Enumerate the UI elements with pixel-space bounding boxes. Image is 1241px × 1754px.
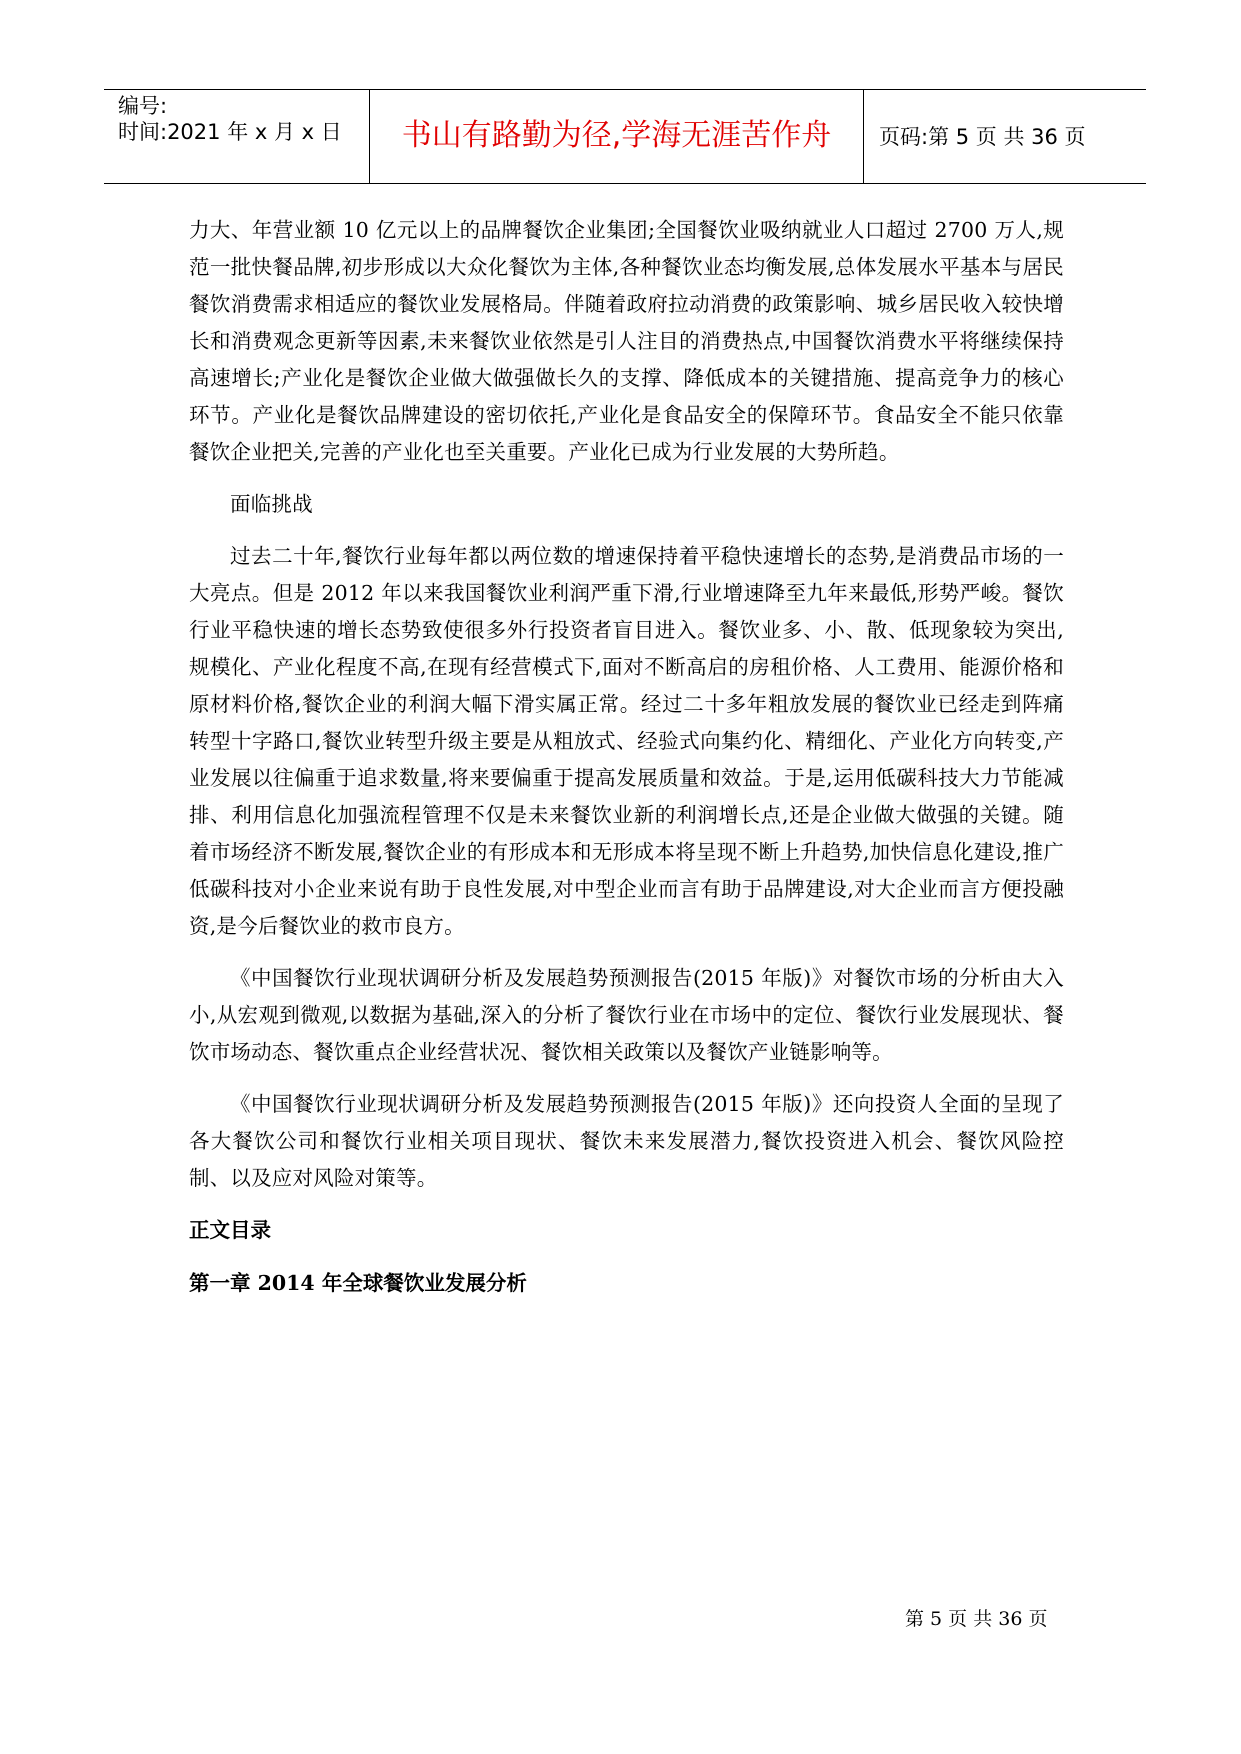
toc-title: 正文目录 — [189, 1218, 271, 1242]
header-motto: 书山有路勤为径,学海无涯苦作舟 — [401, 118, 832, 153]
paragraph-challenges: 过去二十年,餐饮行业每年都以两位数的增速保持着平稳快速增长的态势,是消费品市场的一大亮点。但是 2012 年以来我国餐饮业利润严重下滑,行业增速降至九年来最低,形势严峻。餐饮行业平稳快速的增长态势致使很多外行投资者盲目进入。餐饮业多、小、散、低现象较为突出,规模化、产业化程度不高,在现有经营模式下,面对不断高启的房租价格、人工费用、能源价格和原材料价格,餐饮企业的利润大幅下滑实属正常。经过二十多年粗放发展的餐饮业已经走到阵痛转型十字路口,餐饮业转型升级主要是从粗放式、经验式向集约化、精细化、产业化方向转变,产业发展以往偏重于追求数量,将来要偏重于提高发展质量和效益。于是,运用低碳科技大力节能减排、利用信息化加强流程管理不仅是未来餐饮业新的利润增长点,还是企业做大做强的关键。随着市场经济不断发展,餐饮企业的有形成本和无形成本将呈现不断上升趋势,加快信息化建设,推广低碳科技对小企业来说有助于良性发展,对中型企业而言有助于品牌建设,对大企业而言方便投融资,是今后餐饮业的救市良方。 — [189, 544, 1064, 938]
document-time-label: 时间:2021 年 x 月 x 日 — [118, 120, 342, 144]
paragraph-report-investors: 《中国餐饮行业现状调研分析及发展趋势预测报告(2015 年版)》还向投资人全面的呈现了各大餐饮公司和餐饮行业相关项目现状、餐饮未来发展潜力,餐饮投资进入机会、餐饮风险控制、以及应对风险对策等。 — [189, 1092, 1064, 1190]
header-page-number: 页码:第 5 页 共 36 页 — [879, 125, 1086, 149]
document-number-label: 编号: — [118, 94, 168, 118]
header-meta-cell — [104, 90, 370, 183]
page-footer-number: 第 5 页 共 36 页 — [905, 1608, 1048, 1630]
paragraph-industry-outlook: 力大、年营业额 10 亿元以上的品牌餐饮企业集团;全国餐饮业吸纳就业人口超过 2700 万人,规范一批快餐品牌,初步形成以大众化餐饮为主体,各种餐饮业态均衡发展,总体发展水平基本与居民餐饮消费需求相适应的餐饮业发展格局。伴随着政府拉动消费的政策影响、城乡居民收入较快增长和消费观念更新等因素,未来餐饮业依然是引人注目的消费热点,中国餐饮消费水平将继续保持高速增长;产业化是餐饮企业做大做强做长久的支撑、降低成本的关键措施、提高竞争力的核心环节。产业化是餐饮品牌建设的密切依托,产业化是食品安全的保障环节。食品安全不能只依靠餐饮企业把关,完善的产业化也至关重要。产业化已成为行业发展的大势所趋。 — [189, 218, 1064, 464]
section-heading-challenges: 面临挑战 — [230, 492, 313, 516]
document-body — [189, 212, 1064, 1302]
paragraph-report-analysis: 《中国餐饮行业现状调研分析及发展趋势预测报告(2015 年版)》对餐饮市场的分析由大入小,从宏观到微观,以数据为基础,深入的分析了餐饮行业在市场中的定位、餐饮行业发展现状、餐饮市场动态、餐饮重点企业经营状况、餐饮相关政策以及餐饮产业链影响等。 — [189, 966, 1064, 1064]
toc-chapter-1: 第一章 2014 年全球餐饮业发展分析 — [189, 1271, 527, 1295]
header-page-cell — [864, 90, 1146, 183]
header-motto-cell — [370, 90, 864, 183]
page-header — [104, 89, 1146, 184]
